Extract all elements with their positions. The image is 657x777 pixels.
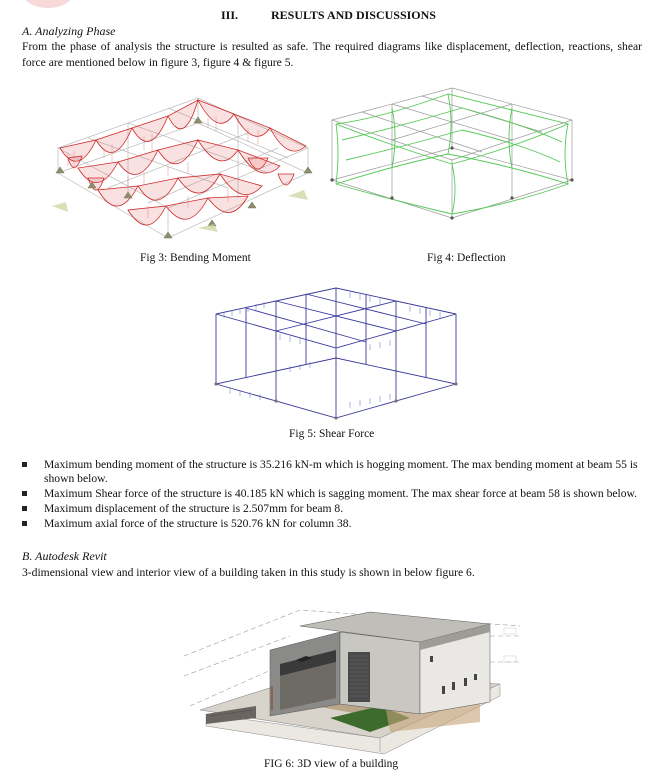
fig6-caption: FIG 6: 3D view of a building — [264, 758, 399, 770]
fig3-caption: Fig 3: Bending Moment — [140, 252, 251, 264]
list-item: Maximum axial force of the structure is 520.76 kN for column 38. — [22, 517, 646, 531]
section-heading — [0, 8, 657, 23]
list-item: Maximum displacement of the structure is 2.507mm for beam 8. — [22, 502, 646, 516]
fig6-building-3d-view — [180, 606, 530, 756]
logo-watermark — [24, 0, 72, 8]
list-item: Maximum Shear force of the structure is 40.185 kN which is sagging moment. The max shear force at beam 58 is shown below. — [22, 487, 646, 501]
revit-paragraph: 3-dimensional view and interior view of a building taken in this study is shown in below figure 6. — [22, 566, 475, 579]
results-bullet-list — [22, 458, 646, 532]
fig4-caption: Fig 4: Deflection — [427, 252, 506, 264]
fig4-deflection-diagram — [322, 80, 580, 220]
fig5-shear-force-diagram — [210, 284, 462, 424]
fig3-bending-moment-diagram — [48, 78, 318, 250]
subsection-heading-analyzing: A. Analyzing Phase — [22, 24, 116, 38]
subsection-heading-revit: B. Autodesk Revit — [22, 549, 107, 563]
analysis-paragraph: From the phase of analysis the structure is resulted as safe. The required diagrams like displacement, deflection, reactions, shear force are mentioned below in figure 3, figure 4 & figure 5. — [22, 40, 642, 69]
list-item: Maximum bending moment of the structure is 35.216 kN-m which is hogging moment. The max bending moment at beam 55 is shown below. — [22, 458, 646, 486]
section-title: RESULTS AND DISCUSSIONS — [271, 8, 436, 22]
section-number: III. — [221, 8, 239, 22]
fig5-caption: Fig 5: Shear Force — [289, 428, 375, 440]
